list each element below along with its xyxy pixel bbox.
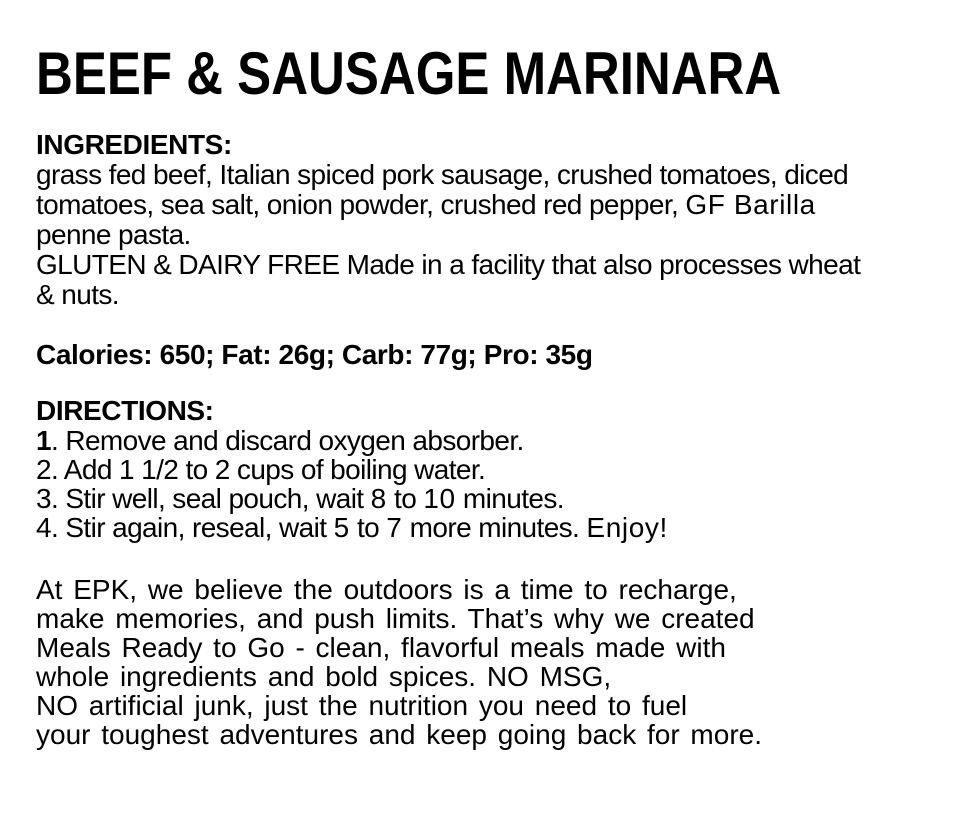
- enjoy-segment: Enjoy!: [586, 512, 668, 543]
- minutes-value: 7: [386, 512, 403, 543]
- direction-step: [36, 455, 976, 484]
- ingredients-heading: INGREDIENTS:: [36, 129, 232, 160]
- direction-step: [36, 513, 976, 542]
- text-segment: minutes.: [455, 483, 564, 514]
- brand-line: your toughest adventures and keep going back for more.: [36, 719, 762, 750]
- allergen-line: [36, 280, 976, 310]
- text-segment: to: [349, 512, 387, 543]
- text-segment: 2. Add 1 1/2 to 2 cups of boiling water.: [36, 454, 486, 485]
- brand-line: whole ingredients and bold spices. NO MSG,: [36, 661, 612, 692]
- step-number: 1: [36, 425, 51, 456]
- directions-heading: DIRECTIONS:: [36, 395, 214, 426]
- directions-section: [36, 396, 976, 542]
- brand-line: make memories, and push limits. That’s why we created: [36, 603, 755, 634]
- text-segment: grass fed beef, Italian spiced pork sausage, crushed tomatoes, diced: [36, 159, 849, 190]
- ingredients-line: [36, 220, 976, 250]
- text-segment: 4. Stir again, reseal, wait: [36, 512, 334, 543]
- minutes-value: 10: [423, 483, 456, 514]
- text-segment: GLUTEN & DAIRY FREE Made in a facility that also processes wheat: [36, 249, 861, 280]
- text-segment: more minutes.: [402, 512, 587, 543]
- minutes-value: 5: [333, 512, 350, 543]
- brand-line: NO artificial junk, just the nutrition you need to fuel: [36, 690, 688, 721]
- text-segment: to: [386, 483, 424, 514]
- text-segment: . Remove and discard oxygen absorber.: [50, 425, 524, 456]
- text-segment: penne pasta.: [36, 219, 191, 250]
- ingredients-section: [36, 130, 976, 310]
- text-segment: & nuts.: [36, 279, 119, 310]
- product-title: BEEF & SAUSAGE MARINARA: [36, 40, 782, 107]
- minutes-value: 8: [370, 483, 387, 514]
- text-segment: 3. Stir well, seal pouch, wait: [36, 483, 371, 514]
- ingredients-line: [36, 190, 976, 220]
- text-segment: tomatoes, sea salt, onion powder, crushed red pepper,: [36, 189, 686, 220]
- brand-line: Meals Ready to Go - clean, flavorful meals made with: [36, 632, 726, 663]
- brand-line: At EPK, we believe the outdoors is a time to recharge,: [36, 574, 737, 605]
- direction-step: [36, 484, 976, 513]
- nutrition-facts-line: Calories: 650; Fat: 26g; Carb: 77g; Pro: 35g: [36, 339, 593, 370]
- direction-step: [36, 426, 976, 455]
- allergen-line: [36, 250, 976, 280]
- ingredients-line: [36, 160, 976, 190]
- gf-barilla-segment: GF Barilla: [685, 189, 816, 220]
- brand-statement-section: [36, 575, 976, 749]
